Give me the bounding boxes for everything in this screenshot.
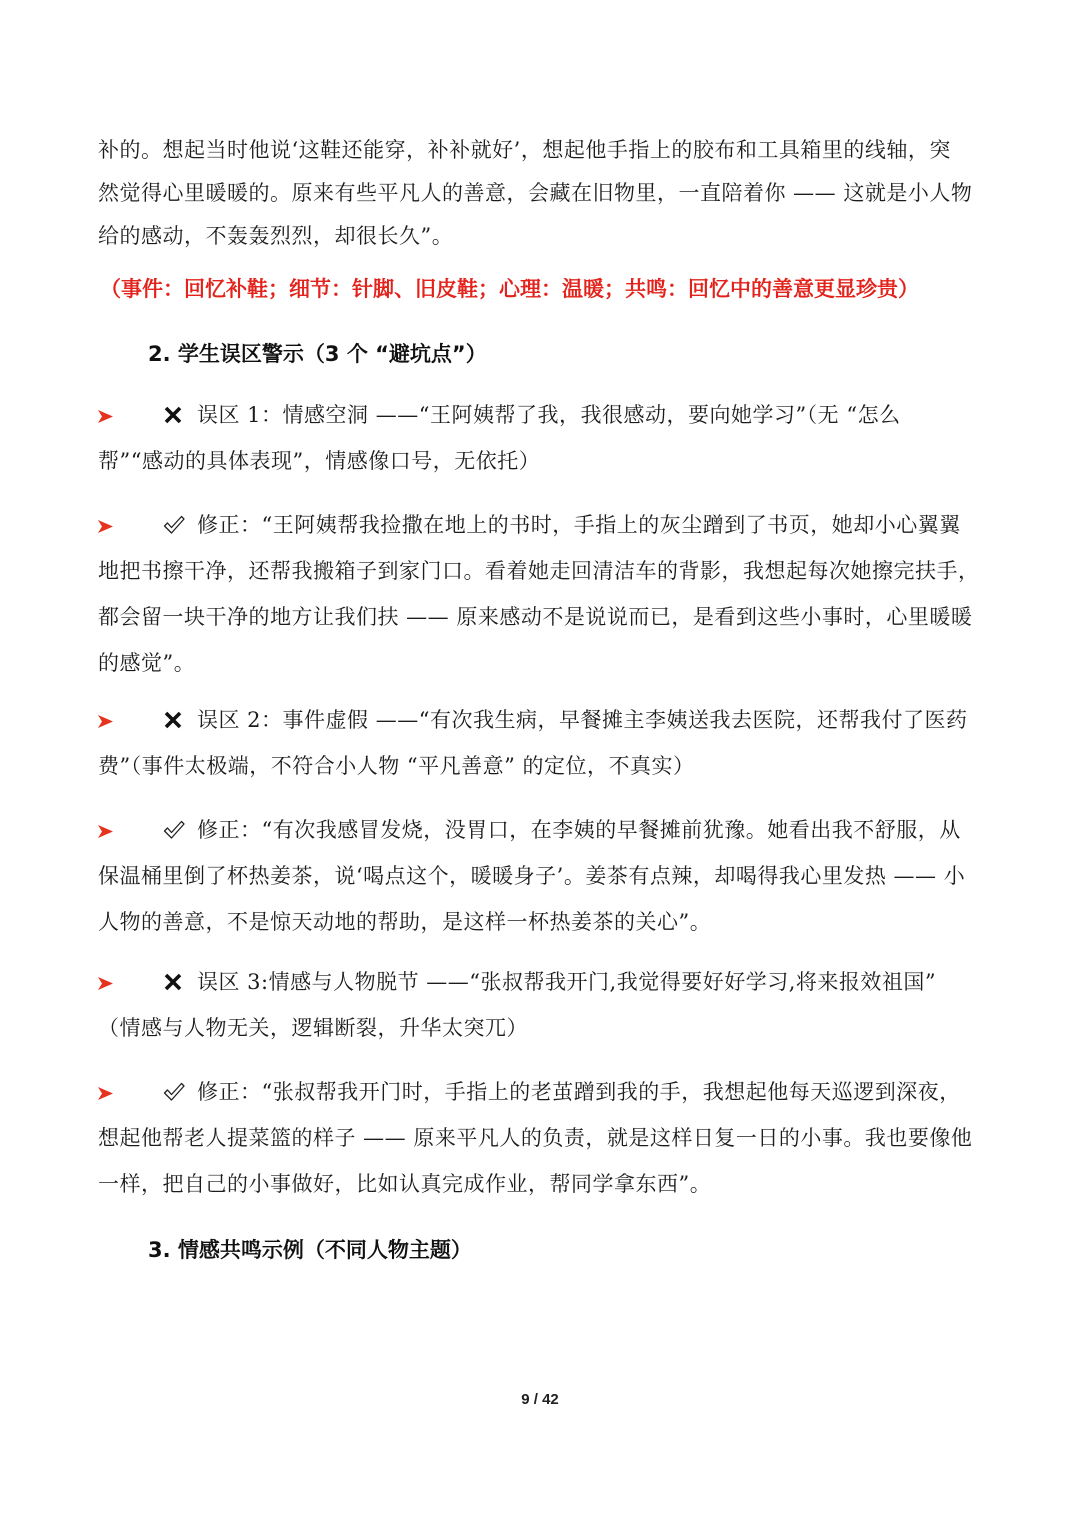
check-icon [163, 1069, 197, 1115]
correction-item [98, 502, 982, 686]
mistake-item [98, 697, 982, 789]
cross-icon [163, 697, 197, 743]
item-first-line [98, 502, 982, 548]
page-number: 9 / 42 [521, 1391, 559, 1408]
intro-paragraph [98, 129, 982, 258]
section-heading-examples: 3. 情感共鸣示例（不同人物主题） [148, 1238, 472, 1262]
paragraph-line: 给的感动，不轰轰烈烈，却很长久”。 [98, 224, 454, 248]
paragraph-line: 然觉得心里暖暖的。原来有些平凡人的善意，会藏在旧物里，一直陪着你 —— 这就是小人物 [98, 181, 973, 205]
item-first-line [98, 1069, 982, 1115]
item-text: 误区 2：事件虚假 ——“有次我生病，早餐摊主李姨送我去医院，还帮我付了医药 [197, 708, 968, 732]
correction-item [98, 807, 982, 945]
arrow-icon [98, 502, 163, 548]
item-first-line [98, 807, 982, 853]
summary-note: （事件：回忆补鞋；细节：针脚、旧皮鞋；心理：温暖；共鸣：回忆中的善意更显珍贵） [100, 277, 919, 301]
item-text-line: 保温桶里倒了杯热姜茶，说‘喝点这个，暖暖身子’。姜茶有点辣，却喝得我心里发热 —— 小 [98, 864, 966, 888]
cross-icon [163, 959, 197, 1005]
check-icon [163, 807, 197, 853]
item-first-line [98, 959, 982, 1005]
item-text: 修正：“王阿姨帮我捡撒在地上的书时，手指上的灰尘蹭到了书页，她却小心翼翼 [197, 513, 961, 537]
item-text-line: 都会留一块干净的地方让我们扶 —— 原来感动不是说说而已，是看到这些小事时，心里暖暖 [98, 605, 973, 629]
mistake-item [98, 392, 982, 484]
item-first-line [98, 392, 982, 438]
item-text-line: 一样，把自己的小事做好，比如认真完成作业，帮同学拿东西”。 [98, 1172, 712, 1196]
section-heading-mistakes: 2. 学生误区警示（3 个 “避坑点”） [148, 342, 487, 366]
paragraph-line: 补的。想起当时他说‘这鞋还能穿，补补就好’，想起他手指上的胶布和工具箱里的线轴，突 [98, 138, 951, 162]
item-text: 误区 3:情感与人物脱节 ——“张叔帮我开门,我觉得要好好学习,将来报效祖国” [197, 970, 937, 994]
arrow-icon [98, 959, 163, 1005]
item-first-line [98, 697, 982, 743]
item-text: 修正：“有次我感冒发烧，没胃口，在李姨的早餐摊前犹豫。她看出我不舒服，从 [197, 818, 961, 842]
check-icon [163, 502, 197, 548]
correction-item [98, 1069, 982, 1207]
item-text-line: 想起他帮老人提菜篮的样子 —— 原来平凡人的负责，就是这样日复一日的小事。我也要像他 [98, 1126, 973, 1150]
arrow-icon [98, 392, 163, 438]
cross-icon [163, 392, 197, 438]
item-text: 误区 1：情感空洞 ——“王阿姨帮了我，我很感动，要向她学习”（无 “怎么 [197, 403, 901, 427]
mistake-item [98, 959, 982, 1051]
item-text-line: 人物的善意，不是惊天动地的帮助，是这样一杯热姜茶的关心”。 [98, 910, 712, 934]
item-text-line: （情感与人物无关，逻辑断裂，升华太突兀） [98, 1016, 528, 1040]
arrow-icon [98, 697, 163, 743]
arrow-icon [98, 1069, 163, 1115]
item-text-line: 地把书擦干净，还帮我搬箱子到家门口。看着她走回清洁车的背影，我想起每次她擦完扶手， [98, 559, 980, 583]
item-text-line: 费”（事件太极端，不符合小人物 “平凡善意” 的定位，不真实） [98, 754, 695, 778]
arrow-icon [98, 807, 163, 853]
item-text: 修正：“张叔帮我开门时，手指上的老茧蹭到我的手，我想起他每天巡逻到深夜， [197, 1080, 961, 1104]
item-text-line: 的感觉”。 [98, 651, 196, 675]
item-text-line: 帮”“感动的具体表现”，情感像口号，无依托） [98, 449, 541, 473]
